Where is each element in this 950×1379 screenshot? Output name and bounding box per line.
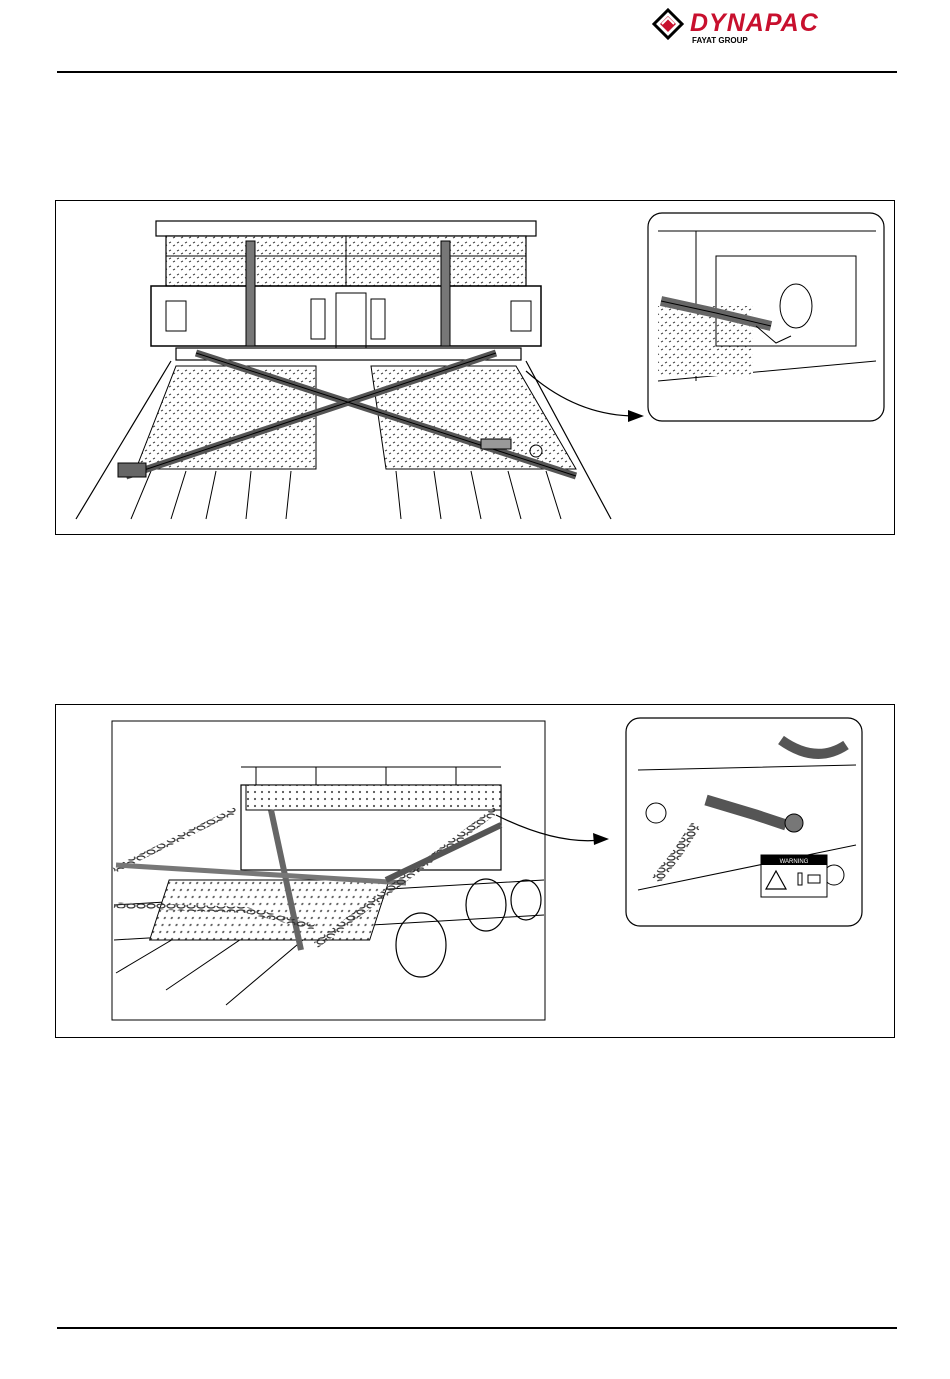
figure-chaining-perspective-view xyxy=(55,704,895,1038)
figure-strapping-rear-view xyxy=(55,200,895,535)
dynapac-logo-mark xyxy=(652,8,902,48)
diamond-logo-icon xyxy=(654,10,682,38)
paver-strapped-illustration xyxy=(56,201,894,534)
paver-chained-illustration xyxy=(56,705,894,1037)
chain-shackle-lashing-point-detail xyxy=(626,718,862,926)
footer-rule xyxy=(57,1327,897,1329)
brand-name: DYNAPAC xyxy=(690,9,819,37)
brand-subtitle: FAYAT GROUP xyxy=(692,36,748,45)
header-rule xyxy=(57,71,897,73)
warning-label-text: WARNING xyxy=(779,859,809,865)
dynapac-logo xyxy=(652,8,902,48)
strap-attachment-detail xyxy=(648,213,884,421)
